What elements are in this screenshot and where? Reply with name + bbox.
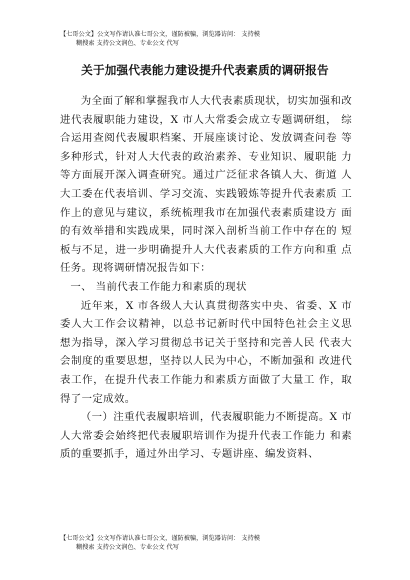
section-heading: 一、 当前代表工作能力和素质的现状 (70, 280, 247, 293)
body-paragraph: （一）注重代表履职培训，代表履职能力不断提高。X 市人大常委会始终把代表履职培训作为提升代表工作能力 和素质的重要抓手，通过外出学习、专题讲座、编发资料、 (60, 411, 352, 461)
header-banner-line-1: 【七哥公文】公文写作请认准七哥公文，谨防被骗，浏览器访问： 支持模 (60, 31, 260, 38)
footer-watermark-banner (60, 534, 360, 552)
footer-banner-line-1: 【七哥公文】公文写作请认准七哥公文，谨防被骗，浏览器访问： 支持模 (60, 535, 260, 542)
header-banner-line-2: 糊搜索 支持公文润色、专业公文 代写 (76, 40, 179, 47)
intro-paragraph: 为全面了解和掌握我市人大代表素质现状，切实加强和改进代表履职能力建设，X 市人大常委会成立专题调研组， 综合运用查阅代表履职档案、开展座谈讨论、发放调查问卷 等多种形式，针对人大代表的政治素养、专业知识、履职能 力等方面展开深入调查研究。通过广泛征求各镇人大、街道 人大工委在代表培训、学习交流、实践锻炼等提升代表素质 工作上的意见与建议，系统梳理我市在加强代表素质建设方 面的有效举措和实践成果，同时深入剖析当前工作中存在的 短板与不足，进一步明确提升人大代表素质的工作方向和重 点任务。现将调研情况报告如下： (60, 95, 352, 275)
footer-banner-line-2: 糊搜索 支持公文润色、专业公文 代写 (76, 544, 179, 551)
header-watermark-banner (60, 30, 360, 48)
document-title: 关于加强代表能力建设提升代表素质的调研报告 (81, 63, 329, 77)
document-body (60, 92, 352, 464)
body-paragraph: 近年来，X 市各级人大认真贯彻落实中央、省委、X 市 委人大工作会议精神，以总书记新时代中国特色社会主义思 想为指导，深入学习贯彻总书记关于坚持和完善人民 代表大会制度的重要思想，坚持以人民为中心，不断加强和 改进代表工作，在提升代表工作能力和素质方面做了大量工 作，取得了一定成效。 (60, 299, 352, 405)
